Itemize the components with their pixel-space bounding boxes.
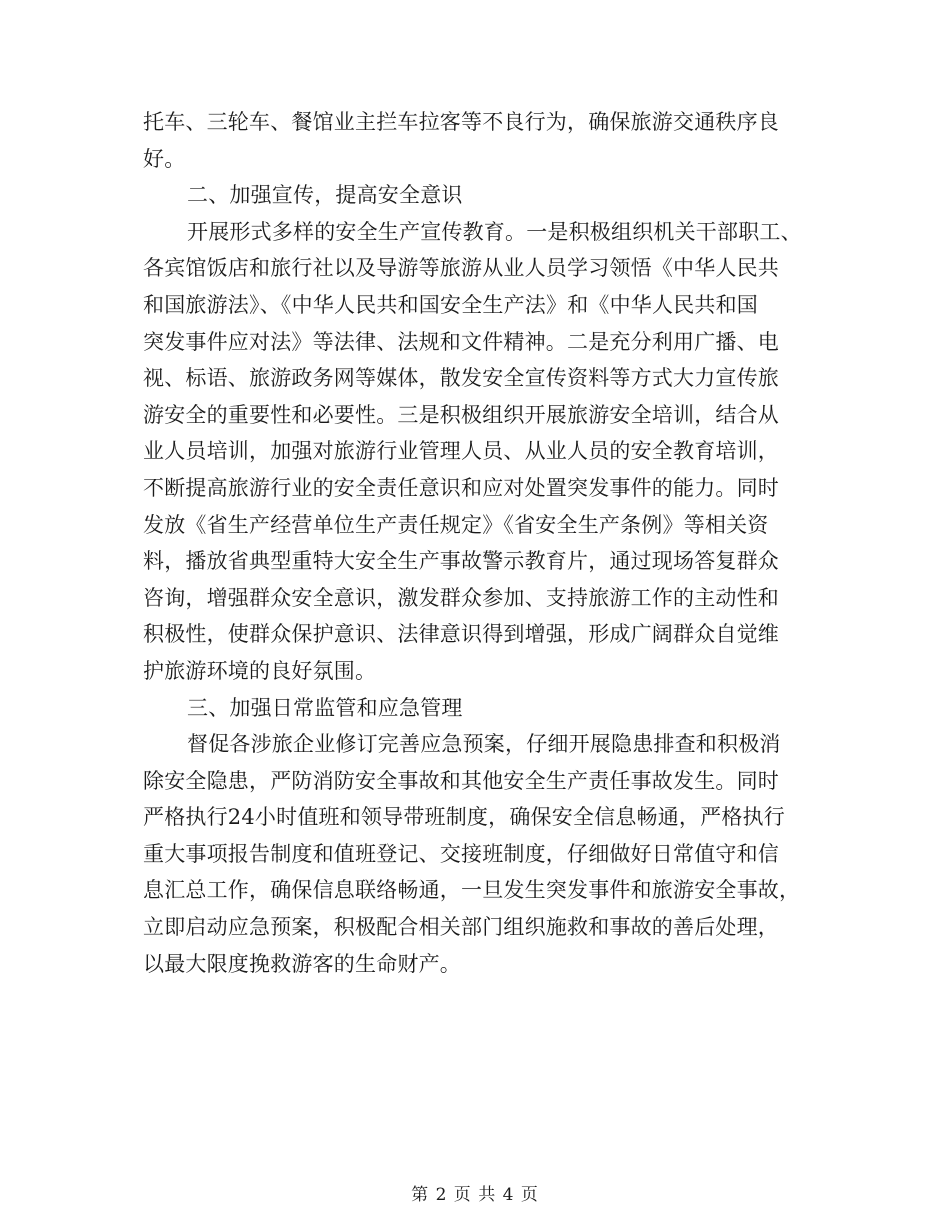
text-line: 突发事件应对法》等法律、法规和文件精神。二是充分利用广播、电 bbox=[143, 329, 779, 354]
text-line: 除安全隐患，严防消防安全事故和其他安全生产责任事故发生。同时 bbox=[143, 768, 779, 793]
text-line: 游安全的重要性和必要性。三是积极组织开展旅游安全培训，结合从 bbox=[143, 402, 779, 427]
text-line: 各宾馆饭店和旅行社以及导游等旅游从业人员学习领悟《中华人民共 bbox=[143, 256, 779, 281]
text-line: 督促各涉旅企业修订完善应急预案，仔细开展隐患排查和积极消 bbox=[187, 732, 781, 757]
section-heading bbox=[143, 177, 803, 214]
paragraph bbox=[143, 726, 803, 982]
text-line: 业人员培训，加强对旅游行业管理人员、从业人员的安全教育培训， bbox=[143, 439, 779, 464]
text-line: 立即启动应急预案，积极配合相关部门组织施救和事故的善后处理， bbox=[143, 915, 779, 940]
text-line: 不断提高旅游行业的安全责任意识和应对处置突发事件的能力。同时 bbox=[143, 475, 779, 500]
page-footer: 第 2 页 共 4 页 bbox=[411, 1185, 539, 1205]
text-line: 和国旅游法》、《中华人民共和国安全生产法》和《中华人民共和国 bbox=[143, 292, 758, 317]
text-line: 息汇总工作，确保信息联络畅通，一旦发生突发事件和旅游安全事故， bbox=[143, 878, 801, 903]
text-line: 咨询，增强群众安全意识，激发群众参加、支持旅游工作的主动性和 bbox=[143, 585, 779, 610]
text-line: 好。 bbox=[143, 146, 186, 171]
text-line: 托车、三轮车、餐馆业主拦车拉客等不良行为，确保旅游交通秩序良 bbox=[143, 110, 779, 134]
section-heading bbox=[143, 690, 803, 727]
text-line: 发放《省生产经营单位生产责任规定》《省安全生产条例》等相关资 bbox=[143, 512, 769, 537]
text-line: 重大事项报告制度和值班登记、交接班制度，仔细做好日常值守和信 bbox=[143, 841, 779, 866]
text-line: 开展形式多样的安全生产宣传教育。一是积极组织机关干部职工、 bbox=[187, 219, 802, 244]
text-line: 以最大限度挽救游客的生命财产。 bbox=[143, 951, 461, 976]
text-line: 视、标语、旅游政务网等媒体，散发安全宣传资料等方式大力宣传旅 bbox=[143, 366, 779, 391]
paragraph bbox=[143, 214, 803, 690]
text-line: 料，播放省典型重特大安全生产事故警示教育片，通过现场答复群众 bbox=[143, 549, 779, 574]
text-line: 二、加强宣传，提高安全意识 bbox=[187, 183, 463, 208]
text-line: 三、加强日常监管和应急管理 bbox=[187, 695, 463, 720]
text-line: 严格执行24小时值班和领导带班制度，确保安全信息畅通，严格执行 bbox=[143, 805, 785, 830]
paragraph bbox=[143, 104, 803, 177]
document-body bbox=[143, 104, 803, 982]
text-line: 护旅游环境的良好氛围。 bbox=[143, 658, 377, 683]
text-line: 积极性，使群众保护意识、法律意识得到增强，形成广阔群众自觉维 bbox=[143, 622, 779, 647]
